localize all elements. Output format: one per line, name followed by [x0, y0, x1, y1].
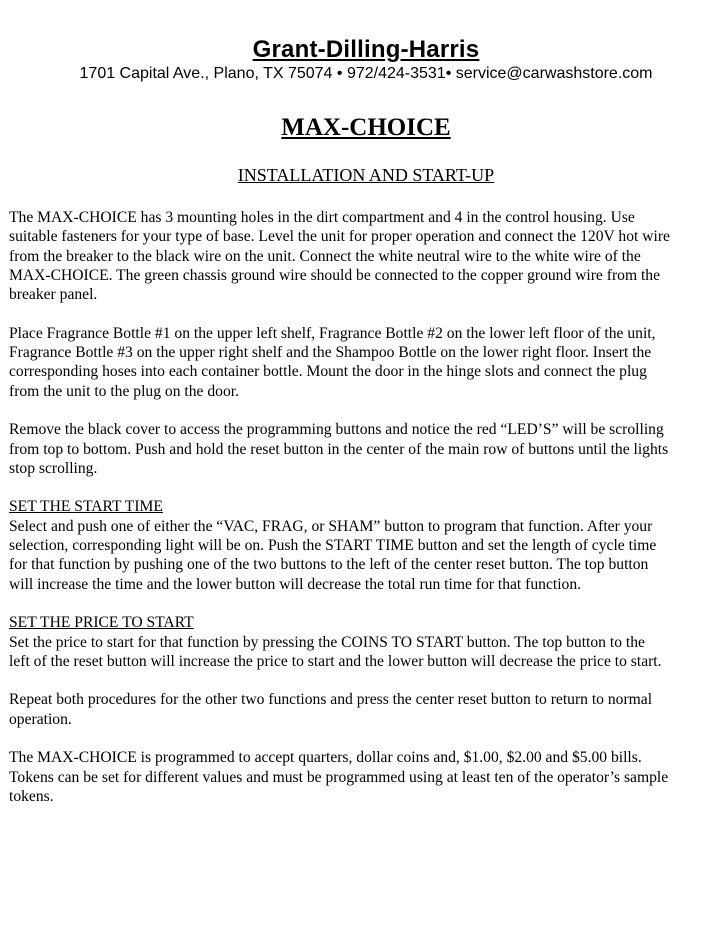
company-address: 1701 Capital Ave., Plano, TX 75074 • 972/424-3531• service@carwashstore.com: [79, 65, 653, 82]
text-line: Place Fragrance Bottle #1 on the upper left shelf, Fragrance Bottle #2 on the lower left floor of the unit,: [9, 324, 656, 342]
text-line: operation.: [9, 710, 72, 728]
text-line: The MAX-CHOICE has 3 mounting holes in the dirt compartment and 4 in the control housing. Use: [9, 209, 635, 226]
text-line: MAX-CHOICE. The green chassis ground wire should be connected to the copper ground wire from the: [9, 266, 661, 284]
paragraph-price: [9, 633, 720, 672]
text-line: Tokens can be set for different values and must be programmed using at least ten of the operator’s sample: [9, 768, 669, 786]
start-time-heading: SET THE START TIME: [9, 498, 163, 516]
paragraph-bottles: [9, 324, 720, 401]
page-title: MAX-CHOICE: [281, 114, 451, 141]
text-line: corresponding hoses into each container bottle. Mount the door in the hinge slots and connect the plug: [9, 363, 647, 381]
text-line: The MAX-CHOICE is programmed to accept quarters, dollar coins and, $1.00, $2.00 and $5.00 bills.: [9, 749, 642, 767]
text-line: tokens.: [9, 787, 54, 805]
text-line: from the unit to the plug on the door.: [9, 382, 239, 400]
text-line: Repeat both procedures for the other two functions and press the center reset button to return to normal: [9, 691, 653, 709]
paragraph-programming: [9, 420, 720, 478]
text-line: left of the reset button will increase the price to start and the lower button will decrease the price to start.: [9, 652, 662, 670]
company-name: Grant-Dilling-Harris: [252, 36, 480, 63]
text-line: from top to bottom. Push and hold the reset button in the center of the main row of buttons until the lights: [9, 440, 669, 458]
paragraph-payment: [9, 748, 720, 806]
paragraph-start-time: [9, 517, 720, 594]
price-to-start-heading: SET THE PRICE TO START: [9, 614, 194, 632]
text-line: breaker panel.: [9, 286, 98, 304]
text-line: Fragrance Bottle #3 on the upper right shelf and the Shampoo Bottle on the lower right floor. Insert the: [9, 344, 652, 362]
text-line: suitable fasteners for your type of base. Level the unit for proper operation and connect the 120V hot wire: [9, 228, 670, 246]
text-line: will increase the time and the lower button will decrease the total run time for that function.: [9, 575, 582, 593]
text-line: Set the price to start for that function by pressing the COINS TO START button. The top button to the: [9, 633, 645, 651]
paragraph-mounting: [9, 208, 720, 304]
text-line: stop scrolling.: [9, 459, 98, 477]
paragraph-repeat: [9, 690, 720, 729]
page-subtitle: INSTALLATION AND START-UP: [237, 165, 495, 185]
document-body: [9, 208, 720, 806]
text-line: for that function by pushing one of the two buttons to the left of the center reset button. The top button: [9, 556, 649, 574]
text-line: Select and push one of either the “VAC, FRAG, or SHAM” button to program that function. After your: [9, 517, 653, 535]
text-line: from the breaker to the black wire on the unit. Connect the white neutral wire to the white wire of the: [9, 247, 641, 265]
text-line: Remove the black cover to access the programming buttons and notice the red “LED’S” will be scrolling: [9, 421, 664, 439]
text-line: selection, corresponding light will be on. Push the START TIME button and set the length of cycle time: [9, 537, 657, 555]
